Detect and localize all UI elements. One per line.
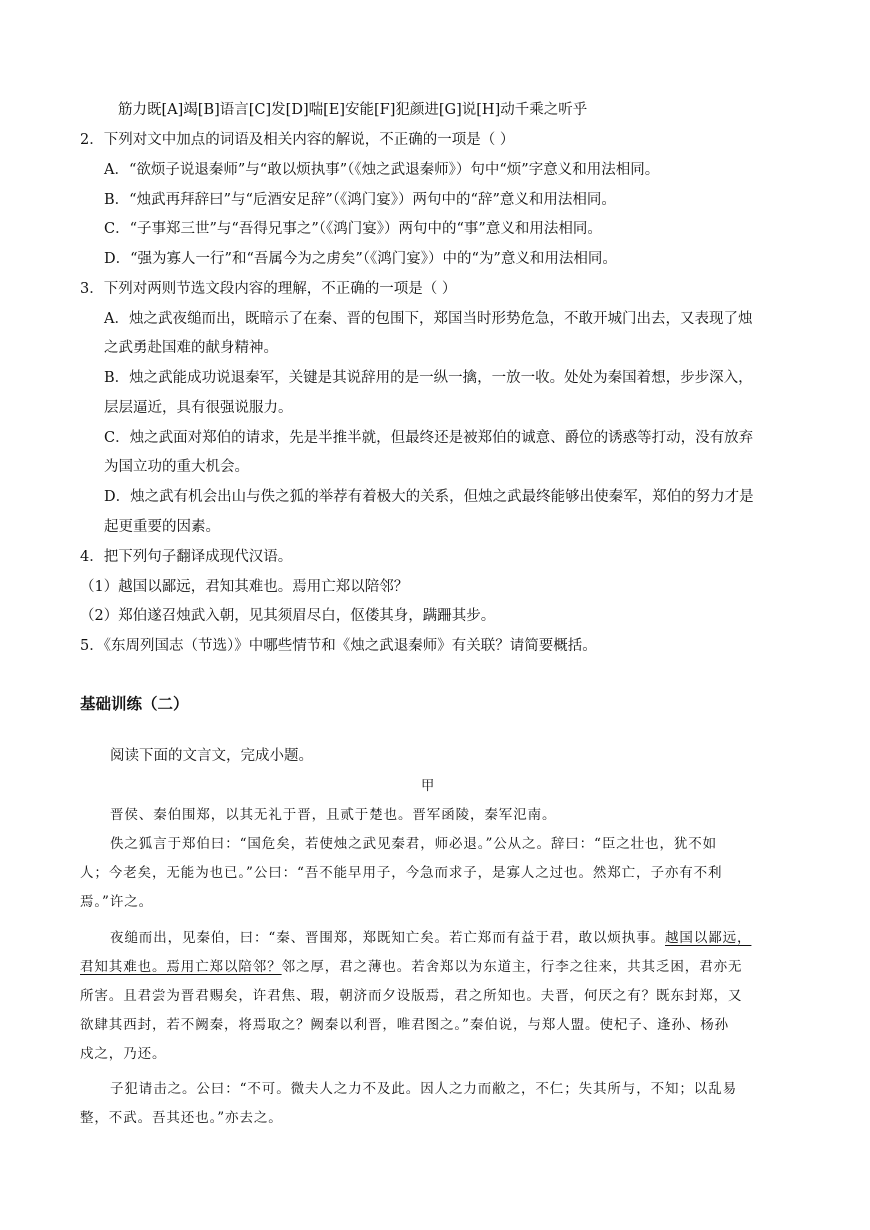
passage-line: 所害。且君尝为晋君赐矣，许君焦、瑕，朝济而夕设版焉，君之所知也。夫晋，何厌之有？既东封郑，又 <box>80 988 743 1004</box>
question-3-option-a-cont: 之武勇赴国难的献身精神。 <box>104 340 278 356</box>
passage-line: 佚之狐言于郑伯曰：“国危矣，若使烛之武见秦君，师必退。”公从之。辞曰：“臣之壮也，犹不如 <box>110 836 718 852</box>
answer-marker-line: 筋力既[A]竭[B]语言[C]发[D]喘[E]安能[F]犯颜进[G]说[H]动千乘之听乎 <box>118 102 588 118</box>
question-3-option-b: B．烛之武能成功说退秦军，关键是其说辞用的是一纵一擒，一放一收。处处为秦国着想，步步深入， <box>104 370 753 386</box>
question-4-sentence-2: （2）郑伯遂召烛武入朝，见其须眉尽白，伛偻其身，蹒跚其步。 <box>80 608 496 624</box>
passage-text: 夜缒而出，见秦伯，曰：“秦、晋围郑，郑既知亡矣。若亡郑而有益于君，敢以烦执事。 <box>110 930 666 946</box>
section-title: 基础训练（二） <box>80 695 189 713</box>
question-2-option-a: A．“欲烦子说退秦师”与“敢以烦执事”（《烛之武退秦师》）句中“烦”字意义和用法相同。 <box>104 162 660 178</box>
passage-line: 焉。”许之。 <box>80 894 154 910</box>
passage-line: 整，不武。吾其还也。”亦去之。 <box>80 1110 283 1126</box>
underlined-sentence: 越国以鄙远， <box>665 930 752 946</box>
passage-text: 邻之厚，君之薄也。若舍郑以为东道主，行李之往来，共其乏困，君亦无 <box>281 959 743 975</box>
passage-line: 子犯请击之。公曰：“不可。微夫人之力不及此。因人之力而敝之，不仁；失其所与，不知；以乱易 <box>110 1081 737 1097</box>
passage-line <box>110 928 751 948</box>
question-4-sentence-1: （1）越国以鄙远，君知其难也。焉用亡郑以陪邻？ <box>80 579 409 595</box>
passage-line: 戍之，乃还。 <box>80 1046 167 1062</box>
question-3-option-d-cont: 起更重要的因素。 <box>104 519 220 535</box>
question-3-option-b-cont: 层层逼近，具有很强说服力。 <box>104 400 293 416</box>
question-3-option-c-cont: 为国立功的重大机会。 <box>104 459 249 475</box>
reading-instruction: 阅读下面的文言文，完成小题。 <box>110 748 313 764</box>
passage-line: 欲肆其西封，若不阙秦，将焉取之？阙秦以利晋，唯君图之。”秦伯说，与郑人盟。使杞子、逢孙、杨孙 <box>80 1017 730 1033</box>
question-4-stem: 4．把下列句子翻译成现代汉语。 <box>80 549 293 565</box>
question-3-option-c: C．烛之武面对郑伯的请求，先是半推半就，但最终还是被郑伯的诚意、爵位的诱惑等打动，没有放弃 <box>104 430 754 446</box>
question-3-stem: 3．下列对两则节选文段内容的理解，不正确的一项是（ ） <box>80 281 457 297</box>
passage-line <box>80 957 742 977</box>
passage-label: 甲 <box>420 778 436 794</box>
underlined-sentence: 君知其难也。焉用亡郑以陪邻？ <box>80 959 282 975</box>
passage-line: 人；今老矣，无能为也已。”公曰：“吾不能早用子，今急而求子，是寡人之过也。然郑亡，子亦有不利 <box>80 865 723 881</box>
question-2-option-c: C．“子事郑三世”与“吾得兄事之”（《鸿门宴》）两句中的“事”意义和用法相同。 <box>104 221 602 237</box>
question-2-option-b: B．“烛武再拜辞曰”与“卮酒安足辞”（《鸿门宴》）两句中的“辞”意义和用法相同。 <box>104 192 616 208</box>
question-5: 5．《东周列国志（节选）》中哪些情节和《烛之武退秦师》有关联？请简要概括。 <box>80 638 597 654</box>
question-2-option-d: D．“强为寡人一行”和“吾属今为之虏矣”（《鸿门宴》）中的“为”意义和用法相同。 <box>104 251 617 267</box>
passage-line: 晋侯、秦伯围郑，以其无礼于晋，且贰于楚也。晋军函陵，秦军氾南。 <box>110 807 557 823</box>
question-3-option-d: D．烛之武有机会出山与佚之狐的举荐有着极大的关系，但烛之武最终能够出使秦军，郑伯的努力才是 <box>104 489 754 505</box>
question-2-stem: 2．下列对文中加点的词语及相关内容的解说，不正确的一项是（ ） <box>80 132 515 148</box>
question-3-option-a: A．烛之武夜缒而出，既暗示了在秦、晋的包围下，郑国当时形势危急，不敢开城门出去，又表现了烛 <box>104 311 753 327</box>
